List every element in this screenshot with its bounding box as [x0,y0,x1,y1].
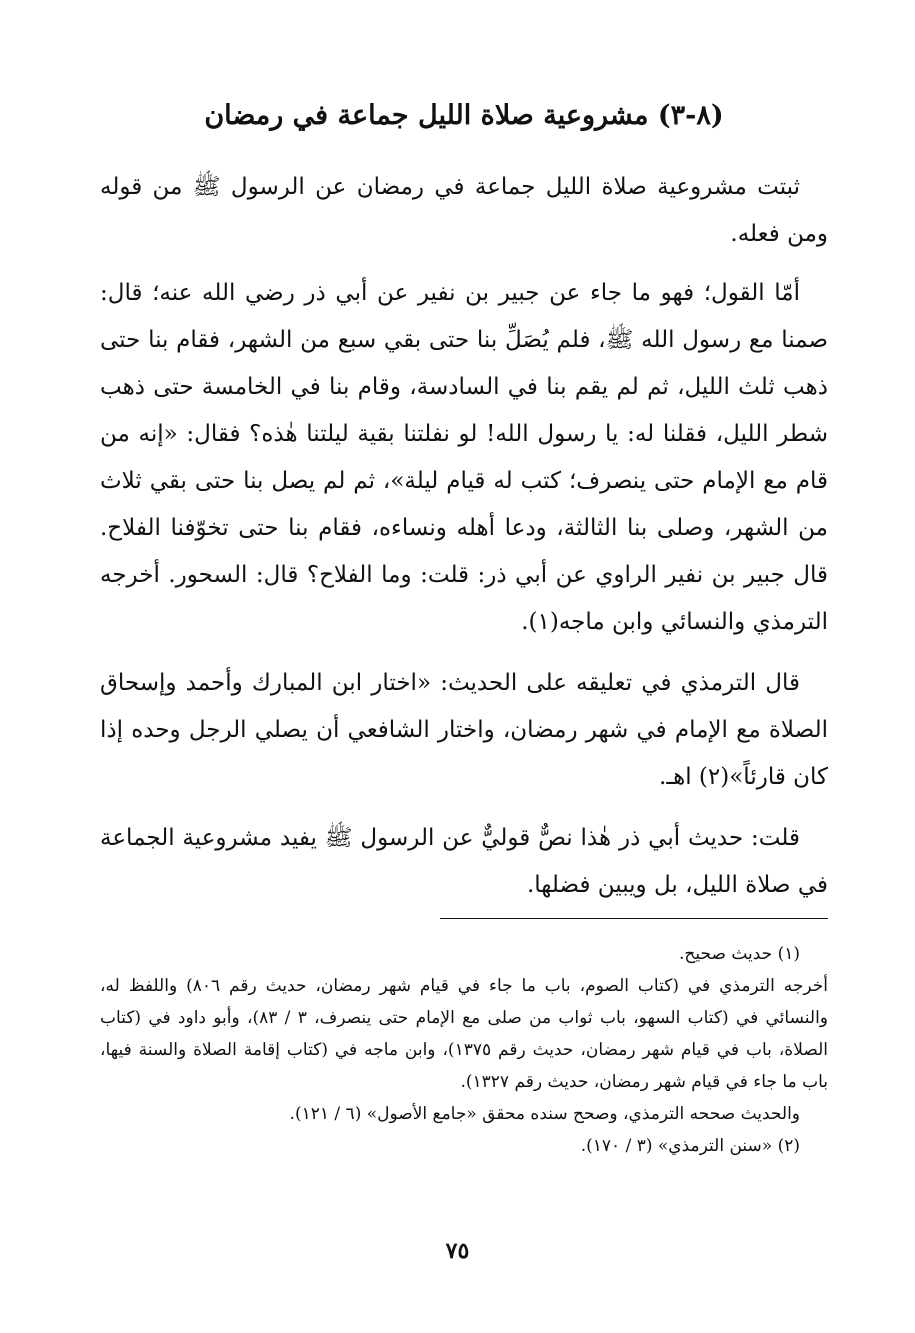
footnotes-section [100,938,828,1162]
footnote-2: (٢) «سنن الترمذي» (٣ / ١٧٠). [580,1136,800,1156]
page-body [100,92,828,909]
footnote-1-title: (١) حديث صحيح. [679,944,800,964]
body-paragraph-4: قلت: حديث أبي ذر هٰذا نصٌّ قوليٌّ عن الرسول ﷺ يفيد مشروعية الجماعة في صلاة الليل، بل ويبين فضلها. [100,825,828,898]
footnote-1-sources: أخرجه الترمذي في (كتاب الصوم، باب ما جاء في قيام شهر رمضان، حديث رقم ٨٠٦) واللفظ له، والنسائي في (كتاب السهو، باب ثواب من صلى مع الإمام حتى ينصرف، ٣ / ٨٣)، وأبو داود في (كتاب الصلاة، باب في قيام شهر رمضان، حديث رقم ١٣٧٥)، وابن ماجه في (كتاب إقامة الصلاة والسنة فيها، باب ما جاء في قيام شهر رمضان، حديث رقم ١٣٢٧). [100,976,828,1092]
body-paragraph-3: قال الترمذي في تعليقه على الحديث: «اختار ابن المبارك وأحمد وإسحاق الصلاة مع الإمام في شهر رمضان، واختار الشافعي أن يصلي الرجل وحده إذا كان قارئاً»(٢) اهـ. [100,670,828,790]
page-number: ٧٥ [445,1238,470,1264]
body-paragraph-2: أمّا القول؛ فهو ما جاء عن جبير بن نفير عن أبي ذر رضي الله عنه؛ قال: صمنا مع رسول الله ﷺ، فلم يُصَلِّ بنا حتى بقي سبع من الشهر، فقام بنا حتى ذهب ثلث الليل، ثم لم يقم بنا في السادسة، وقام بنا في الخامسة حتى ذهب شطر الليل، فقلنا له: يا رسول الله! لو نفلتنا بقية ليلتنا هٰذه؟ فقال: «إنه من قام مع الإمام حتى ينصرف؛ كتب له قيام ليلة»، ثم لم يصل بنا حتى بقي ثلاث من الشهر، وصلى بنا الثالثة، ودعا أهله ونساءه، فقام بنا حتى تخوّفنا الفلاح. قال جبير بن نفير الراوي عن أبي ذر: قلت: وما الفلاح؟ قال: السحور. أخرجه الترمذي والنسائي وابن ماجه(١). [100,280,828,635]
footnote-divider [440,918,828,919]
footnote-1-grading: والحديث صححه الترمذي، وصحح سنده محقق «جامع الأصول» (٦ / ١٢١). [289,1104,800,1124]
section-heading: (٨-٣) مشروعية صلاة الليل جماعة في رمضان [204,100,724,131]
body-paragraph-1: ثبتت مشروعية صلاة الليل جماعة في رمضان عن الرسول ﷺ من قوله ومن فعله. [100,174,828,247]
